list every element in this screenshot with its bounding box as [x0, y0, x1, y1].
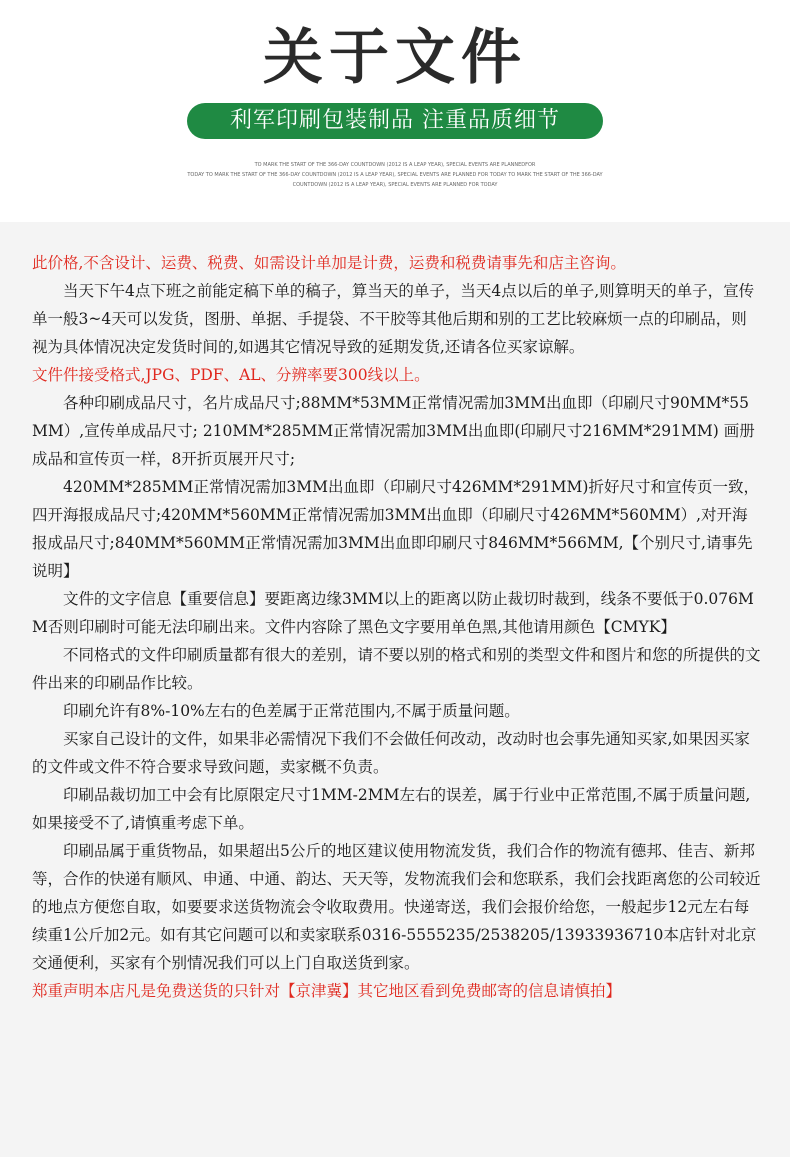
notice-paragraph: 买家自己设计的文件，如果非必需情况下我们不会做任何改动，改动时也会事先通知买家,如果因买家的文件或文件不符合要求导致问题，卖家概不负责。 — [32, 730, 750, 776]
notice-paragraph-highlight: 此价格,不含设计、运费、税费、如需设计单加是计费，运费和税费请事先和店主咨询。 — [32, 254, 626, 272]
notice-text-block — [32, 249, 762, 1005]
notice-paragraph: 印刷品属于重货物品，如果超出5公斤的地区建议使用物流发货，我们合作的物流有德邦、佳吉、新邦等，合作的快递有顺风、申通、中通、韵达、天天等，发物流我们会和您联系，我们会找距离您的公司较近的地点方便您自取，如要要求送货物流会令收取费用。快递寄送，我们会报价给您，一般起步12元左右每续重1公斤加2元。如有其它问题可以和卖家联系0316-5555235/2538205/13933936710本店针对北京交通便利，买家有个别情况我们可以上门自取送货到家。 — [32, 842, 761, 972]
notice-paragraph: 文件的文字信息【重要信息】要距离边缘3MM以上的距离以防止裁切时裁到，线条不要低于0.076MM否则印刷时可能无法印刷出来。文件内容除了黑色文字要用单色黑,其他请用颜色【CMYK】 — [32, 590, 754, 636]
notice-panel — [0, 222, 790, 1157]
notice-paragraph: 当天下午4点下班之前能定稿下单的稿子，算当天的单子，当天4点以后的单子,则算明天的单子，宣传单一般3~4天可以发货，图册、单据、手提袋、不干胶等其他后期和别的工艺比较麻烦一点的印刷品，则视为具体情况决定发货时间的,如遇其它情况导致的延期发货,还请各位买家谅解。 — [32, 282, 755, 356]
page-title: 关于文件 — [263, 23, 527, 93]
decorative-fine-print — [150, 160, 640, 190]
notice-paragraph: 印刷允许有8%-10%左右的色差属于正常范围内,不属于质量问题。 — [63, 702, 520, 720]
fine-print-line: TO MARK THE START OF THE 366-DAY COUNTDOWN (2012 IS A LEAP YEAR), SPECIAL EVENTS ARE PLANNEDFOR — [254, 162, 536, 168]
notice-paragraph: 印刷品裁切加工中会有比原限定尺寸1MM-2MM左右的误差，属于行业中正常范围,不属于质量问题,如果接受不了,请慎重考虑下单。 — [32, 786, 751, 832]
fine-print-line: COUNTDOWN (2012 IS A LEAP YEAR), SPECIAL EVENTS ARE PLANNED FOR TODAY — [292, 182, 498, 188]
header-section — [0, 0, 790, 222]
notice-paragraph: 各种印刷成品尺寸，名片成品尺寸;88MM*53MM正常情况需加3MM出血即（印刷尺寸90MM*55MM）,宣传单成品尺寸; 210MM*285MM正常情况需加3MM出血即(印刷尺寸216MM*291MM) 画册成品和宣传页一样，8开折页展开尺寸; — [32, 394, 755, 468]
notice-paragraph: 420MM*285MM正常情况需加3MM出血即（印刷尺寸426MM*291MM)折好尺寸和宣传页一致，四开海报成品尺寸;420MM*560MM正常情况需加3MM出血即（印刷尺寸426MM*560MM）,对开海报成品尺寸;840MM*560MM正常情况需加3MM出血即印刷尺寸846MM*566MM,【个别尺寸,请事先说明】 — [32, 478, 759, 580]
notice-paragraph-highlight: 文件件接受格式,JPG、PDF、AL、分辨率要300线以上。 — [32, 366, 430, 384]
slogan-banner: 利军印刷包装制品 注重品质细节 — [187, 103, 603, 139]
notice-paragraph: 不同格式的文件印刷质量都有很大的差别，请不要以别的格式和别的类型文件和图片和您的所提供的文件出来的印刷品作比较。 — [32, 646, 761, 692]
fine-print-line: TODAY TO MARK THE START OF THE 366-DAY COUNTDOWN (2012 IS A LEAP YEAR), SPECIAL EVENTS ARE PLANNED FOR TODAY TO MARK THE START OF THE 366-DAY — [187, 172, 603, 178]
notice-paragraph-highlight: 郑重声明本店凡是免费送货的只针对【京津冀】其它地区看到免费邮寄的信息请慎拍】 — [32, 982, 622, 1000]
